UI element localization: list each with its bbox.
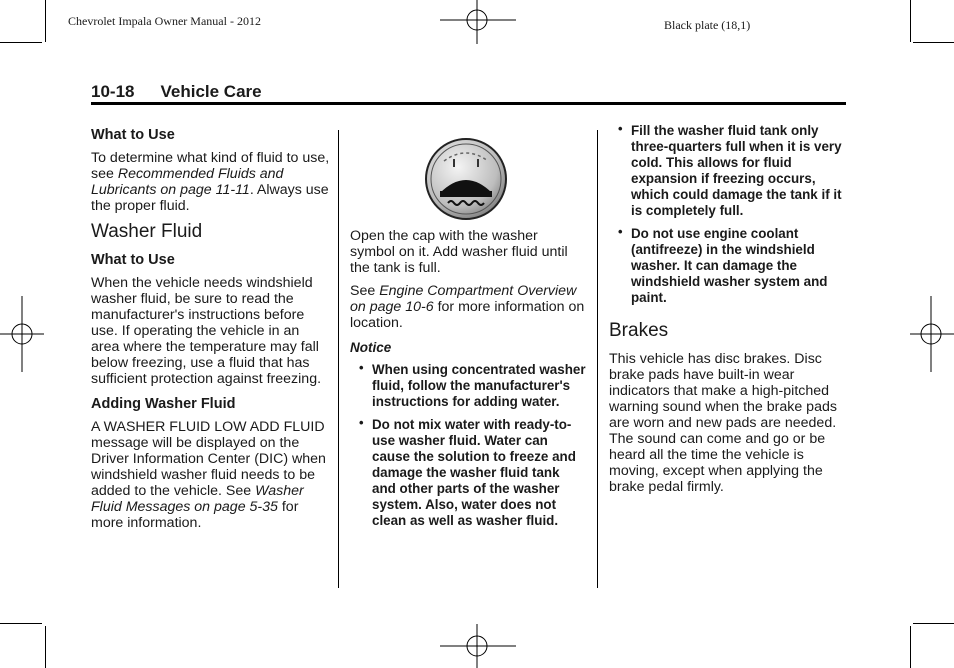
running-header-left: Chevrolet Impala Owner Manual - 2012 [68,14,261,28]
header-rule [91,102,846,105]
registration-mark-right [910,296,954,372]
registration-mark-bottom [440,624,516,668]
crop-mark [910,0,911,42]
heading-what-to-use: What to Use [91,127,175,143]
cross-reference-link[interactable]: Washer Fluid Messages on page 5-35 [91,483,304,515]
list-item: • Fill the washer fluid tank only three-quarters full when it is very cold. This allows for fluid expansion if freezing occurs, which could damage the tank if it is completely full. [609,123,849,219]
page-header [91,82,262,102]
paragraph: When the vehicle needs windshield washer fluid, be sure to read the manufacturer's instructions before use. If operating the vehicle in an area where the temperature may fall below freezing, use a fluid that has sufficient protection against freezing. [91,275,322,387]
cross-reference-link[interactable]: Recommended Fluids and Lubricants on page 11-11 [91,166,284,198]
registration-mark-top [440,0,516,44]
washer-fluid-cap-icon [424,137,508,221]
heading-washer-fluid: Washer Fluid [91,221,203,242]
crop-mark [0,623,42,624]
paragraph: Open the cap with the washer symbol on it. Add washer fluid until the tank is full. [350,228,568,276]
heading-adding-washer-fluid: Adding Washer Fluid [91,396,236,412]
list-item: • When using concentrated washer fluid, follow the manufacturer's instructions for adding water. [350,362,586,410]
notice-list [350,362,586,529]
column-2 [350,228,586,537]
heading-what-to-use: What to Use [91,252,175,268]
column-3 [609,123,849,502]
paragraph: This vehicle has disc brakes. Disc brake pads have built-in wear indicators that make a high-pitched warning sound when the brake pads are worn and new pads are needed. The sound can come and go or be heard all the time the vehicle is moving, except when applying the brake pedal firmly. [609,351,837,495]
list-item: • Do not mix water with ready-to-use washer fluid. Water can cause the solution to freeze and damage the washer fluid tank and other parts of the washer system. Also, water does not clean as well as washer fluid. [350,417,586,529]
heading-brakes: Brakes [609,320,669,341]
crop-mark [45,0,46,42]
crop-mark [913,42,954,43]
registration-mark-left [0,296,44,372]
notice-label: Notice [350,340,392,355]
page-number: 10-18 [91,82,135,101]
cross-reference-link[interactable]: Engine Compartment Overview on page 10-6 [350,283,577,315]
column-separator [338,130,339,588]
list-item: • Do not use engine coolant (antifreeze) in the windshield washer. It can damage the windshield washer system and paint. [609,226,849,306]
paragraph: See Engine Compartment Overview on page 10-6 for more information on location. [350,283,585,331]
paragraph: To determine what kind of fluid to use, see Recommended Fluids and Lubricants on page 11-11. Always use the proper fluid. [91,150,330,214]
crop-mark [45,626,46,668]
notice-list [609,123,849,306]
crop-mark [0,42,42,43]
column-1 [91,127,331,538]
crop-mark [913,623,954,624]
section-title: Vehicle Care [160,82,262,101]
paragraph: A WASHER FLUID LOW ADD FLUID message will be displayed on the Driver Information Center (DIC) when windshield washer fluid needs to be added to the vehicle. See Washer Fluid Messages on page 5-35 for more information. [91,419,326,531]
column-separator [597,130,598,588]
running-header-right: Black plate (18,1) [664,18,751,32]
crop-mark [910,626,911,668]
